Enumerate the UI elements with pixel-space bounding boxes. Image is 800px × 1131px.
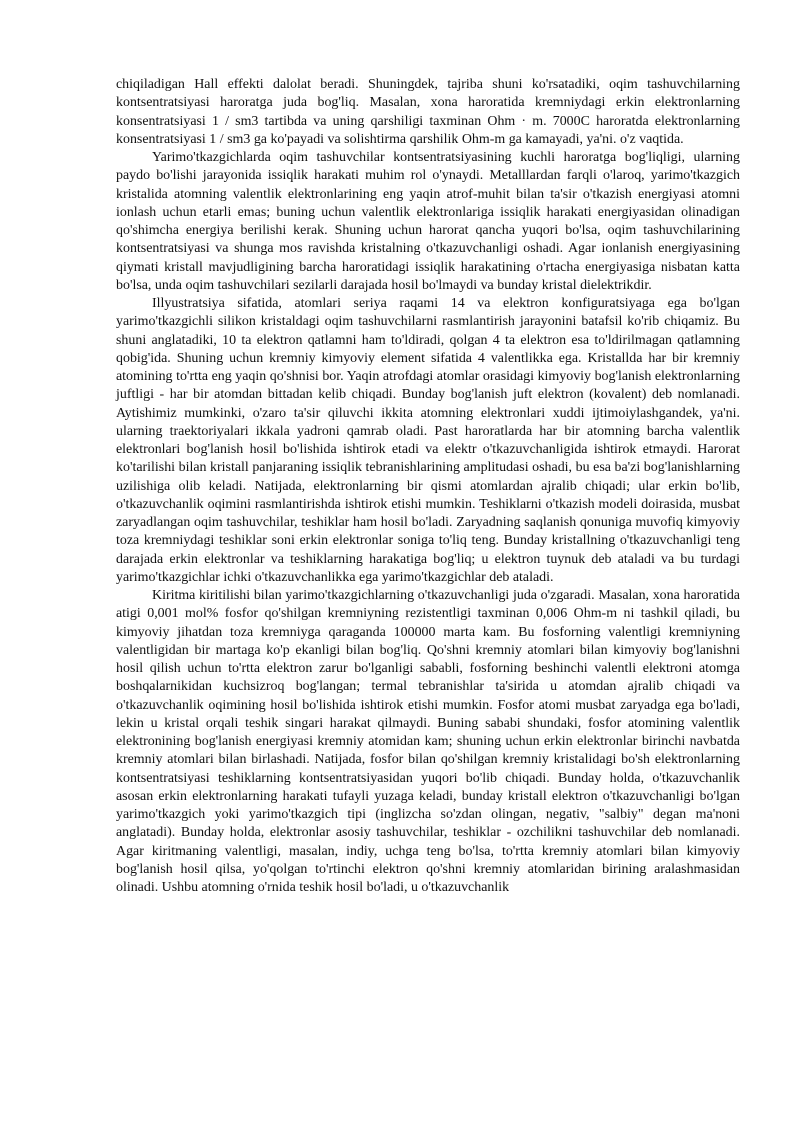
paragraph-3: Illyustratsiya sifatida, atomlari seriya raqami 14 va elektron konfiguratsiyaga ega bo'lgan yarimo'tkazgichli silikon kristaldagi oqim tashuvchilarni rasmlantirish jarayonini batafsil ko'rib chiqamiz. Bu shuni anglatadiki, 10 ta elektron qatlamni ham to'ldiradi, qolgan 4 ta elektron esa to'ldirilmagan qatlamning qobig'ida. Shuning uchun kremniy kimyoviy element sifatida 4 valentlikka ega. Kristallda har bir kremniy atomining to'rtta eng yaqin qo'shnisi bor. Yaqin atrofdagi atomlar orasidagi kimyoviy bog'lanish elektronlarning juftligi - har bir atomdan bittadan kelib chiqadi. Bunday bog'lanish juft elektron (kovalent) deb nomlanadi. Aytishimiz mumkinki, o'zaro ta'sir qiluvchi ikkita atomning elektronlari xuddi ijtimoiylashgandek, ya'ni. ularning traektoriyalari ikkala yadroni qamrab oladi. Past haroratlarda har bir atomning barcha valentlik elektronlari bog'lanish hosil bo'lishida ishtirok etadi va elektr o'tkazuvchanligida ishtirok etmaydi. Harorat ko'tarilishi bilan kristall panjaraning issiqlik tebranishlarining amplitudasi oshadi, bu esa ba'zi bog'lanishlarning uzilishiga olib keladi. Natijada, elektronlarning bir qismi atomlardan ajralib chiqadi; ular erkin bo'lib, o'tkazuvchanlik oqimini rasmlantirishda ishtirok etishi mumkin. Teshiklarni o'tkazish modeli doirasida, musbat zaryadlangan oqim tashuvchilar, teshiklar ham hosil bo'ladi. Zaryadning saqlanish qonuniga muvofiq kimyoviy toza kremniydagi teshiklar soni erkin elektronlar soniga to'liq teng. Bunday kristallning o'tkazuvchanligi teng darajada erkin elektronlar va teshiklarning harakatiga bog'liq; u elektron tuynuk deb ataladi va bu turdagi yarimo'tkazgichlar ichki o'tkazuvchanlikka ega yarimo'tkazgichlar deb ataladi. [116, 296, 740, 585]
document-page [116, 76, 740, 897]
paragraph-1: chiqiladigan Hall effekti dalolat beradi. Shuningdek, tajriba shuni ko'rsatadiki, oqim tashuvchilarning kontsentratsiyasi haroratga juda bog'liq. Masalan, xona haroratida kremniydagi erkin elektronlarning konsentratsiyasi 1 / sm3 tartibda va uning qarshiligi taxminan Ohm · m. 7000C haroratda elektronlarning konsentratsiyasi 1 / sm3 ga ko'payadi va solishtirma qarshilik Ohm-m ga kamayadi, ya'ni. o'z vaqtida. [116, 77, 740, 147]
paragraph-2: Yarimo'tkazgichlarda oqim tashuvchilar kontsentratsiyasining kuchli haroratga bog'liqligi, ularning paydo bo'lishi jarayonida issiqlik harakati muhim rol o'ynaydi. Metalllardan farqli o'laroq, yarimo'tkazgich kristalida atomning valentlik elektronlarining eng yaqin atrof-muhit bilan ta'sir o'tkazish energiyasi atomni ionlash uchun etarli emas; buning uchun valentlik elektronlariga issiqlik harakati energiyasidan olinadigan qo'shimcha energiya berilishi kerak. Shuning uchun harorat qancha yuqori bo'lsa, oqim tashuvchilarining kontsentratsiyasi va shunga mos ravishda kristalning o'tkazuvchanligi oshadi. Agar ionlanish energiyasining qiymati kristall mavjudligining barcha haroratidagi issiqlik harakatining o'rtacha energiyasiga nisbatan katta bo'lsa, unda oqim tashuvchilari sezilarli darajada hosil bo'lmaydi va bunday kristal dielektrikdir. [116, 150, 740, 293]
paragraph-4: Kiritma kiritilishi bilan yarimo'tkazgichlarning o'tkazuvchanligi juda o'zgaradi. Masalan, xona haroratida atigi 0,001 mol% fosfor qo'shilgan kremniyning rezistentligi taxminan 0,006 Ohm-m ni tashkil qiladi, bu kimyoviy jihatdan toza kremniyga qaraganda 100000 marta kam. Bu fosforning valentligi kremniyning valentligidan bir martaga ko'p ekanligi bilan bog'liq. Qo'shni kremniy atomlari bilan kimyoviy bog'lanishni hosil qilish uchun to'rtta elektron zarur bo'lganligi sababli, fosforning beshinchi valentli elektroni atomga boshqalarnikidan kuchsizroq bog'langan; termal tebranishlar ta'sirida u atomdan ajralib chiqadi va o'tkazuvchanlik oqimining hosil bo'lishida ishtirok etishi mumkin. Fosfor atomi musbat zaryadga ega bo'ladi, lekin u kristal orqali teshik singari harakat qilmaydi. Buning sababi shundaki, fosfor atomining valentlik elektronining bog'lanish energiyasi kremniy atomidan kam; shuning uchun erkin elektronlar birinchi navbatda kremniy atomlari bilan birlashadi. Natijada, fosfor bilan qo'shilgan kremniy kristalidagi bo'sh elektronlarning kontsentratsiyasi teshiklarning kontsentratsiyasidan yuqori bo'lib chiqadi. Bunday holda, o'tkazuvchanlik asosan erkin elektronlarning harakati tufayli yuzaga keladi, bunday kristall elektron o'tkazuvchanligi bo'lgan yarimo'tkazgich yoki yarimo'tkazgich tipi (inglizcha so'zdan olingan, negativ, "salbiy" degan ma'noni anglatadi). Bunday holda, elektronlar asosiy tashuvchilar, teshiklar - ozchilikni tashuvchilar deb nomlanadi. Agar kiritmaning valentligi, masalan, indiy, uchga teng bo'lsa, to'rtta kremniy atomlari bilan kimyoviy bog'lanish hosil qilsa, yo'qolgan to'rtinchi elektron qo'shni kremniy atomlaridan birining aralashmasidan olinadi. Ushbu atomning o'rnida teshik hosil bo'ladi, u o'tkazuvchanlik [116, 588, 740, 895]
